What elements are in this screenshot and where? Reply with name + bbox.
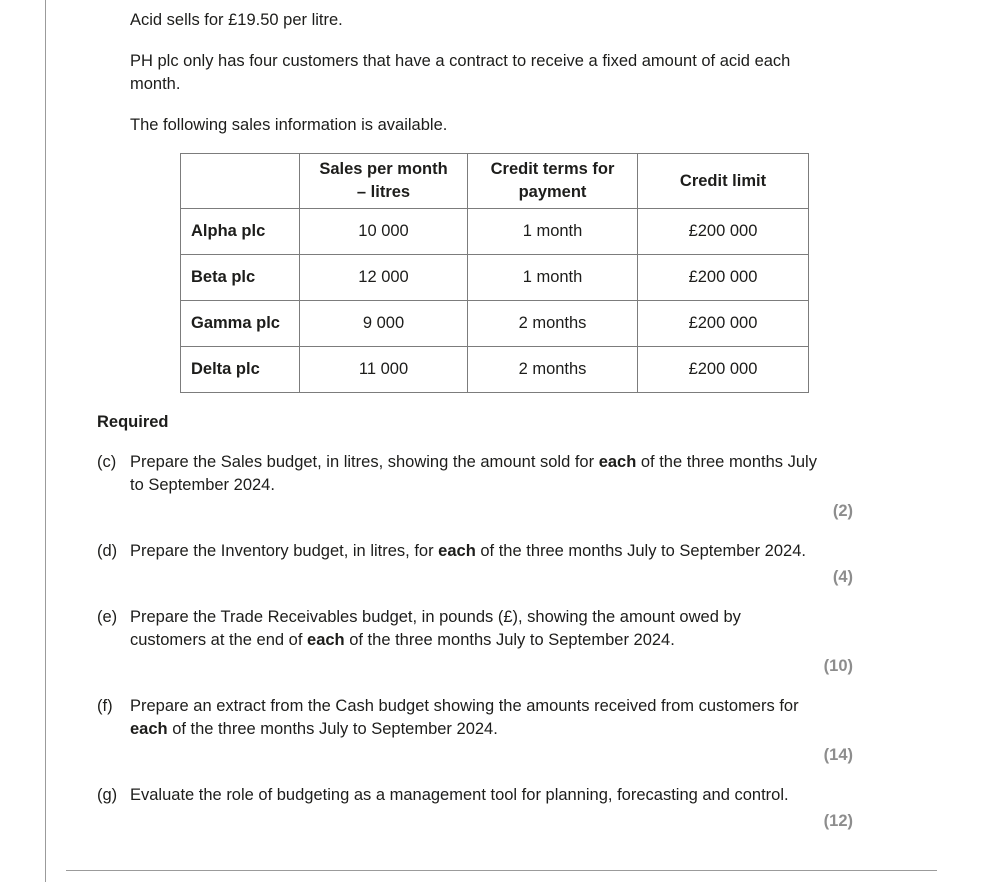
credit-limit-value: £200 000: [638, 255, 809, 301]
col-header-line: Credit terms for: [490, 160, 615, 178]
question-text-segment: of the three months July to September 2024.: [130, 453, 817, 494]
credit-terms-value: 2 months: [468, 301, 638, 347]
row-label: Delta plc: [181, 347, 300, 393]
sales-value: 10 000: [300, 209, 468, 255]
question-text-bold: each: [130, 720, 168, 738]
required-heading: Required: [97, 413, 169, 431]
question-text-bold: each: [307, 631, 345, 649]
page-bottom-border: [66, 870, 937, 871]
question-text-segment: of the three months July to September 2024.: [344, 631, 675, 649]
marks-badge-g: (12): [823, 812, 853, 830]
question-text-bold: each: [598, 453, 637, 471]
col-header-credit-terms: [468, 154, 638, 209]
row-label: Gamma plc: [181, 301, 300, 347]
marks-badge-e: (10): [823, 657, 853, 675]
credit-terms-value: 1 month: [468, 255, 638, 301]
question-item-id: (c): [97, 453, 117, 471]
question-text-segment: Evaluate the role of budgeting as a management tool for planning, forecasting and control.: [130, 786, 789, 804]
table-row-gamma: [181, 301, 809, 347]
intro-sales-info-paragraph: The following sales information is available.: [130, 116, 448, 134]
col-header-line: – litres: [356, 183, 411, 201]
question-item-d: [97, 540, 853, 563]
col-header-sales-per-month: [300, 154, 468, 209]
question-text-segment: of the three months July to September 2024.: [475, 542, 806, 560]
marks-badge-f: (14): [823, 746, 853, 764]
row-label: Beta plc: [181, 255, 300, 301]
question-text-segment: of the three months July to September 2024.: [167, 720, 498, 738]
intro-customers-paragraph: PH plc only has four customers that have a contract to receive a fixed amount of acid each month.: [130, 52, 791, 93]
question-text-segment: Prepare the Inventory budget, in litres, for: [130, 542, 439, 560]
col-header-line: Sales per month: [319, 160, 448, 178]
question-item-text: [130, 606, 820, 652]
sales-value: 12 000: [300, 255, 468, 301]
page-left-border: [45, 0, 46, 882]
question-text-segment: Prepare an extract from the Cash budget showing the amounts received from customers for: [130, 697, 799, 715]
question-item-id: (f): [97, 697, 113, 715]
question-text-segment: Prepare the Sales budget, in litres, showing the amount sold for: [130, 453, 599, 471]
sales-value: 9 000: [300, 301, 468, 347]
credit-limit-value: £200 000: [638, 301, 809, 347]
question-item-text: [130, 784, 820, 807]
credit-limit-value: £200 000: [638, 209, 809, 255]
blank-corner-cell: [181, 154, 300, 209]
table-header-row: [181, 154, 809, 209]
col-header-credit-limit: [638, 154, 809, 209]
question-content: [97, 9, 853, 833]
credit-terms-value: 2 months: [468, 347, 638, 393]
question-text-segment: Prepare the Trade Receivables budget, in pounds (£), showing the amount owed by customers at the end of: [130, 608, 741, 649]
marks-badge-d: (4): [832, 568, 853, 586]
question-item-id: (d): [97, 542, 118, 560]
table-row-alpha: [181, 209, 809, 255]
question-item-text: [130, 451, 820, 497]
row-label: Alpha plc: [181, 209, 300, 255]
intro-price-paragraph: Acid sells for £19.50 per litre.: [130, 11, 343, 29]
credit-terms-value: 1 month: [468, 209, 638, 255]
col-header-line: payment: [518, 183, 587, 201]
credit-limit-value: £200 000: [638, 347, 809, 393]
sales-value: 11 000: [300, 347, 468, 393]
question-item-id: (g): [97, 786, 118, 804]
question-item-e: [97, 606, 853, 652]
question-item-g: [97, 784, 853, 807]
question-text-bold: each: [438, 542, 476, 560]
sales-info-table: [180, 153, 809, 393]
table-row-delta: [181, 347, 809, 393]
question-item-c: [97, 451, 853, 497]
marks-badge-c: (2): [832, 502, 853, 520]
question-item-f: [97, 695, 853, 741]
question-item-text: [130, 695, 820, 741]
table-row-beta: [181, 255, 809, 301]
question-item-id: (e): [97, 608, 118, 626]
question-item-text: [130, 540, 820, 563]
col-header-line: Credit limit: [679, 171, 767, 190]
